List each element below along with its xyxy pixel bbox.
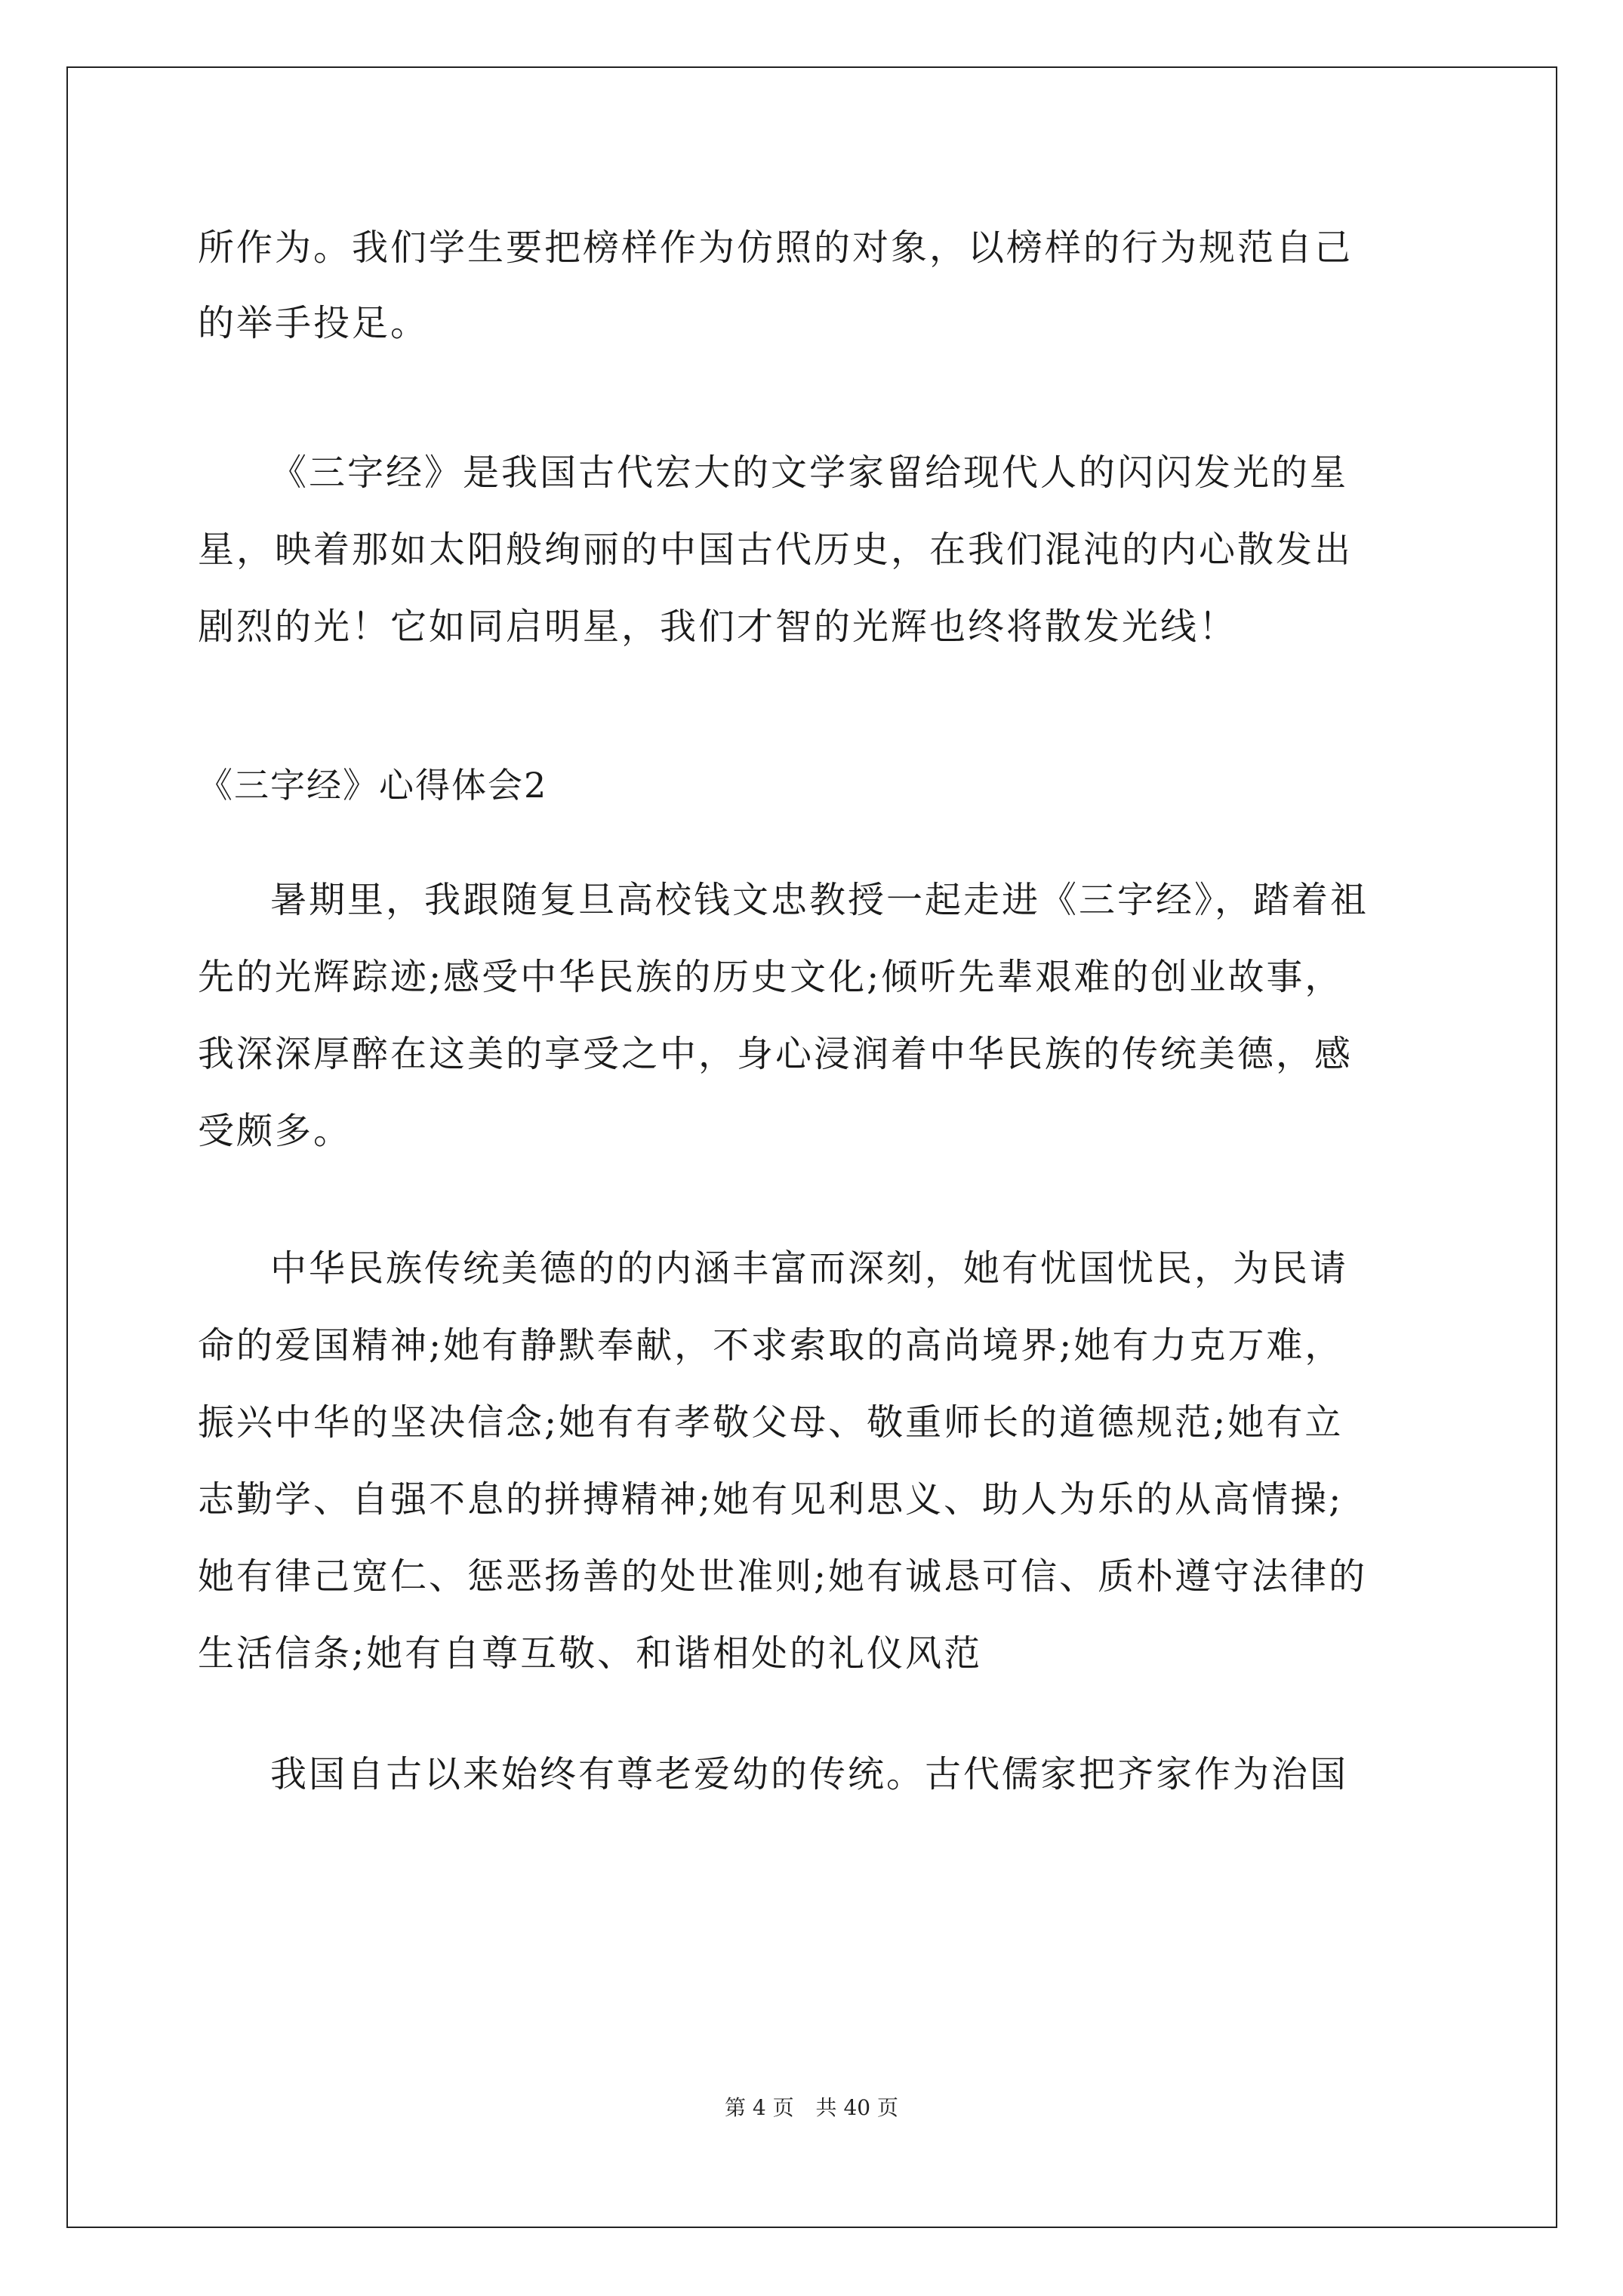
paragraph-line: 她有律己宽仁、惩恶扬善的处世准则;她有诚恳可信、质朴遵守法律的 xyxy=(198,1555,1368,1598)
paragraph-line: 志勤学、自强不息的拼搏精神;她有见利思义、助人为乐的从高情操; xyxy=(198,1478,1344,1521)
paragraph-line: 剧烈的光！它如同启明星，我们才智的光辉也终将散发光线！ xyxy=(198,606,1238,648)
paragraph-line: 我国自古以来始终有尊老爱幼的传统。古代儒家把齐家作为治国 xyxy=(270,1753,1349,1795)
page-number: 第 4 页 xyxy=(725,2095,794,2120)
paragraph-line: 受颇多。 xyxy=(198,1110,353,1152)
paragraph-line: 振兴中华的坚决信念;她有有孝敬父母、敬重师长的道德规范;她有立 xyxy=(198,1401,1344,1444)
paragraph-line: 生活信条;她有自尊互敬、和谐相处的礼仪风范 xyxy=(198,1632,983,1675)
paragraph-line: 我深深厚醉在这美的享受之中，身心浸润着中华民族的传统美德，感 xyxy=(198,1033,1354,1075)
page-footer xyxy=(0,2094,1623,2122)
paragraph-line: 暑期里，我跟随复旦高校钱文忠教授一起走进《三字经》，踏着祖 xyxy=(270,879,1369,921)
paragraph-line: 星，映着那如太阳般绚丽的中国古代历史，在我们混沌的内心散发出 xyxy=(198,529,1354,571)
page-total: 共 40 页 xyxy=(815,2095,898,2120)
paragraph-line: 命的爱国精神;她有静默奉献，不求索取的高尚境界;她有力克万难， xyxy=(198,1324,1344,1367)
paragraph-line: 《三字经》是我国古代宏大的文学家留给现代人的闪闪发光的星 xyxy=(270,451,1349,494)
section-heading: 《三字经》心得体会2 xyxy=(198,765,548,806)
paragraph-line: 所作为。我们学生要把榜样作为仿照的对象，以榜样的行为规范自己 xyxy=(198,227,1354,269)
paragraph-line: 中华民族传统美德的的内涵丰富而深刻，她有忧国忧民，为民请 xyxy=(270,1247,1349,1290)
paragraph-line: 的举手投足。 xyxy=(198,302,430,344)
paragraph-line: 先的光辉踪迹;感受中华民族的历史文化;倾听先辈艰难的创业故事， xyxy=(198,956,1344,998)
